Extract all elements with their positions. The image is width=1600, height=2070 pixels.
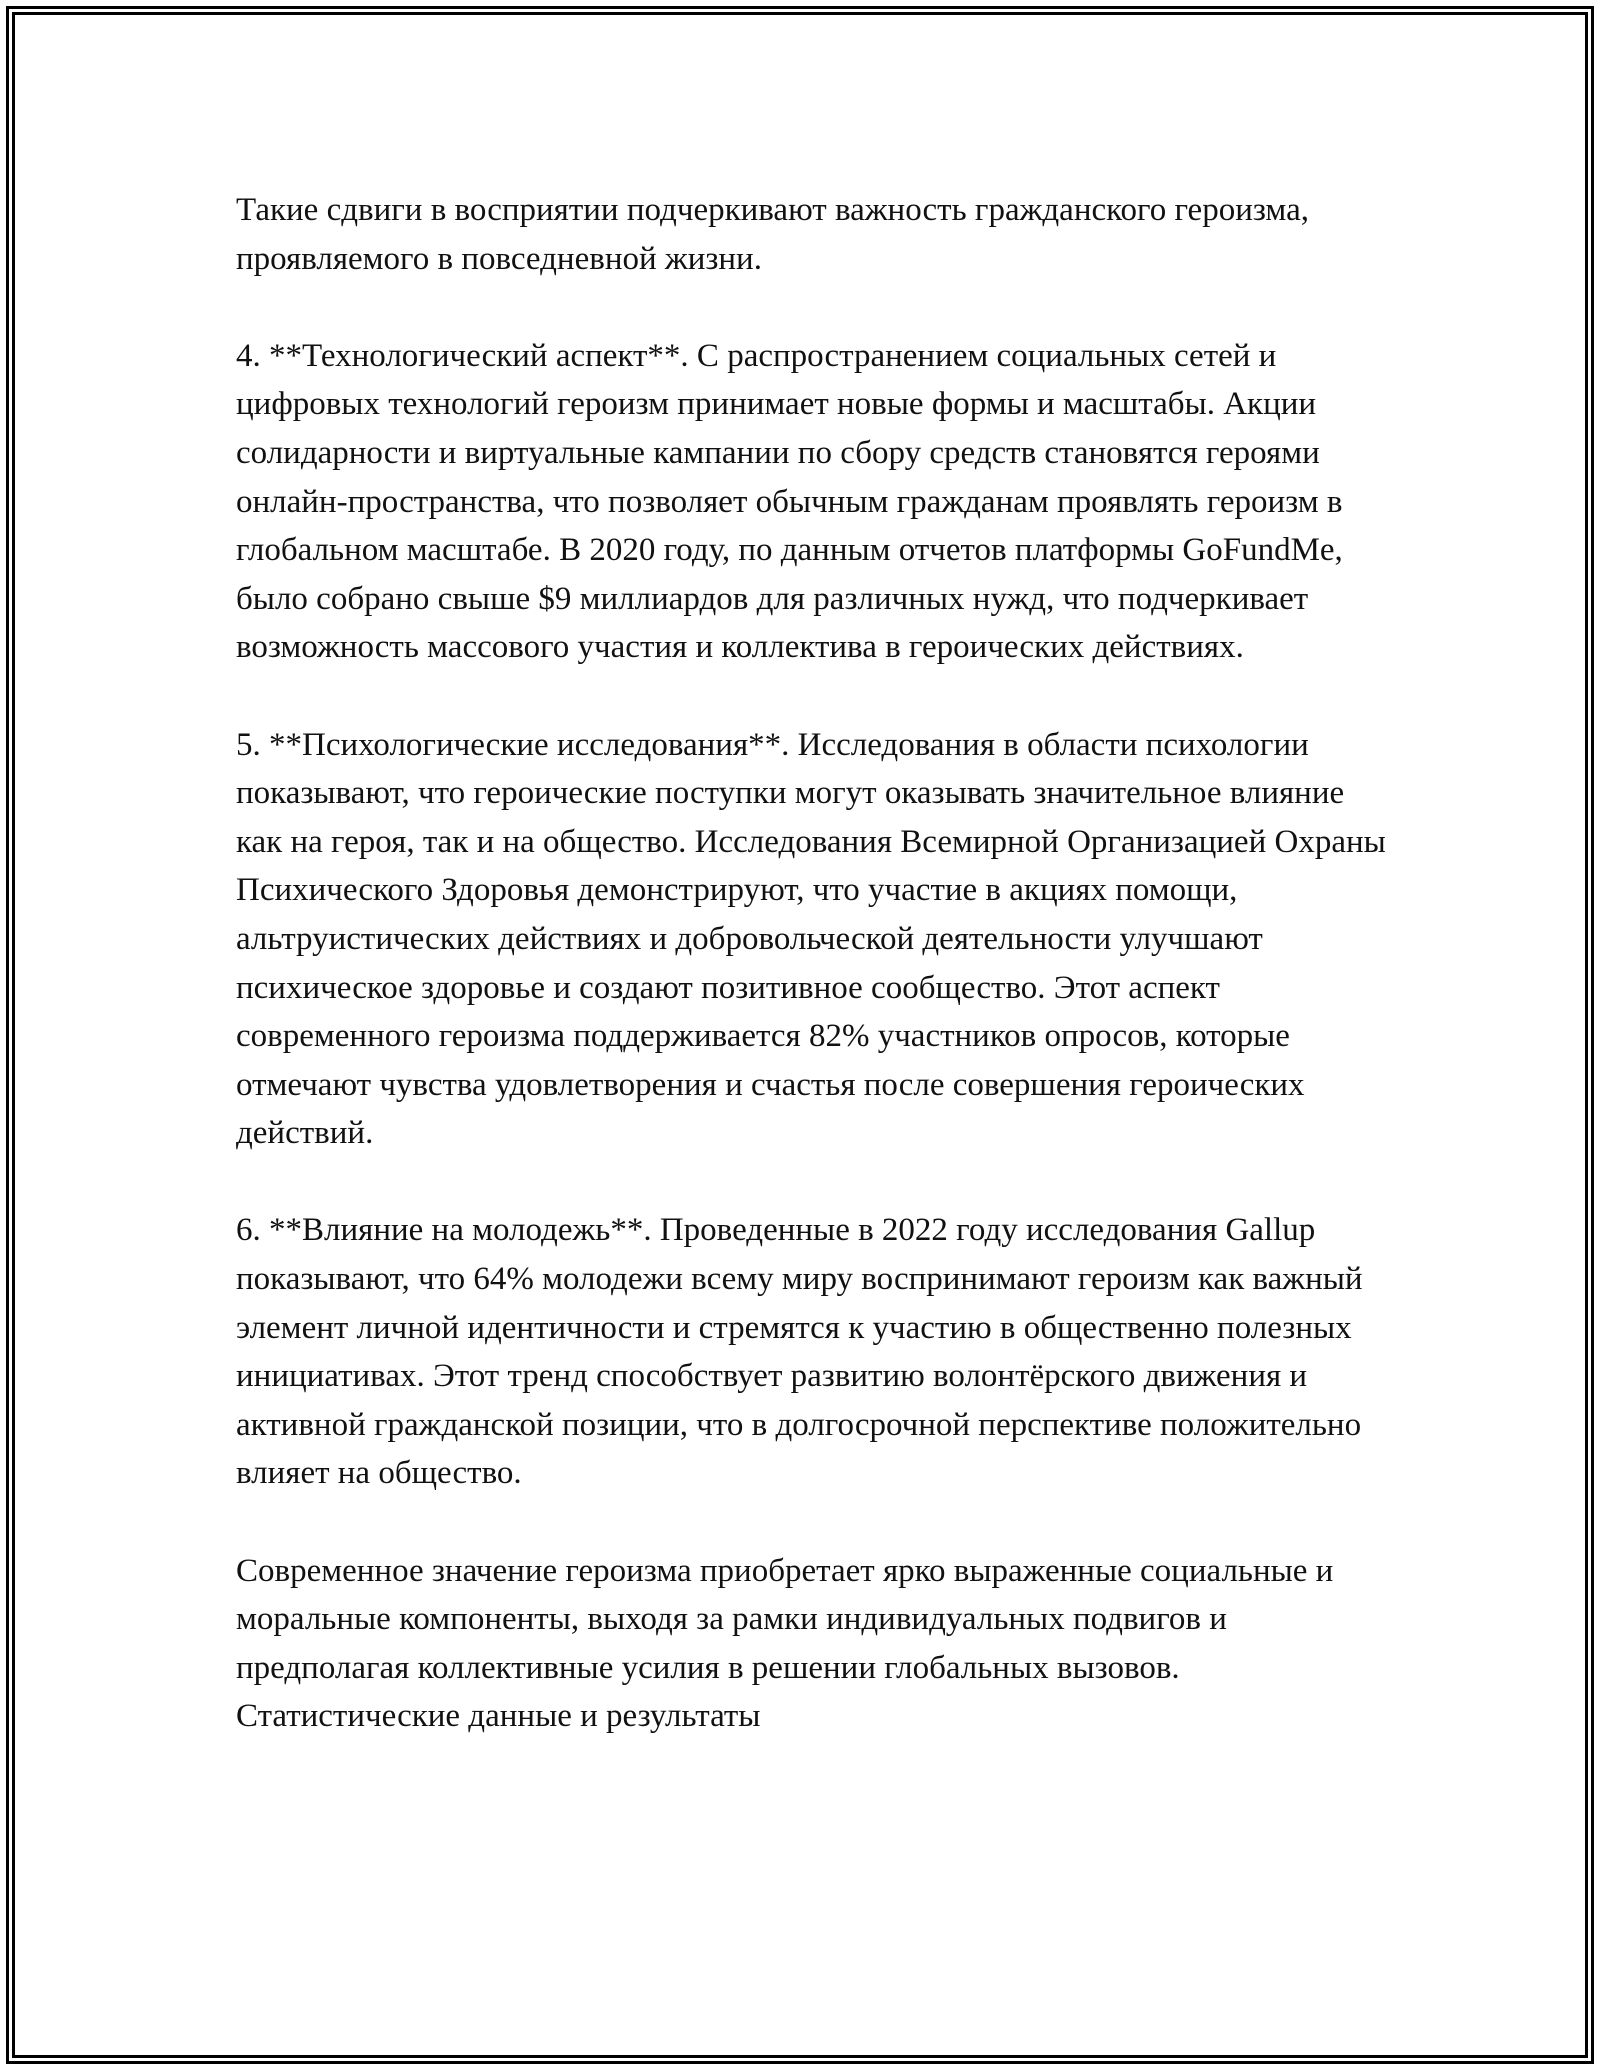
paragraph-youth-influence: 6. **Влияние на молодежь**. Проведенные в 2022 году исследования Gallup показывают, что 64% молодежи всему миру воспринимают героизм как важный элемент личной идентичности и стремятся к участию в общественно полезных инициативах. Этот тренд способствует развитию волонтёрского движения и активной гражданской позиции, что в долгосрочной перспективе положительно влияет на общество.	[236, 1212, 1363, 1492]
document-body	[236, 186, 1386, 1741]
paragraph-technological-aspect: 4. **Технологический аспект**. С распространением социальных сетей и цифровых технологий героизм принимает новые формы и масштабы. Акции солидарности и виртуальные кампании по сбору средств становятся героями онлайн-пространства, что позволяет обычным гражданам проявлять героизм в глобальном масштабе. В 2020 году, по данным отчетов платформы GoFundMe, было собрано свыше $9 миллиардов для различных нужд, что подчеркивает возможность массового участия и коллектива в героических действиях.	[236, 337, 1343, 666]
paragraph-civic-heroism: Такие сдвиги в восприятии подчеркивают важность гражданского героизма, проявляемого в повседневной жизни.	[236, 192, 1309, 277]
paragraph-psychological-research: 5. **Психологические исследования**. Исследования в области психологии показывают, что героические поступки могут оказывать значительное влияние как на героя, так и на общество. Исследования Всемирной Организацией Охраны Психического Здоровья демонстрируют, что участие в акциях помощи, альтруистических действиях и добровольческой деятельности улучшают психическое здоровье и создают позитивное сообщество. Этот аспект современного героизма поддерживается 82% участников опросов, которые отмечают чувства удовлетворения и счастья после совершения героических действий.	[236, 726, 1386, 1152]
paragraph-modern-meaning: Современное значение героизма приобретает ярко выраженные социальные и моральные компоненты, выходя за рамки индивидуальных подвигов и предполагая коллективные усилия в решении глобальных вызовов. Статистические данные и результаты	[236, 1552, 1334, 1735]
